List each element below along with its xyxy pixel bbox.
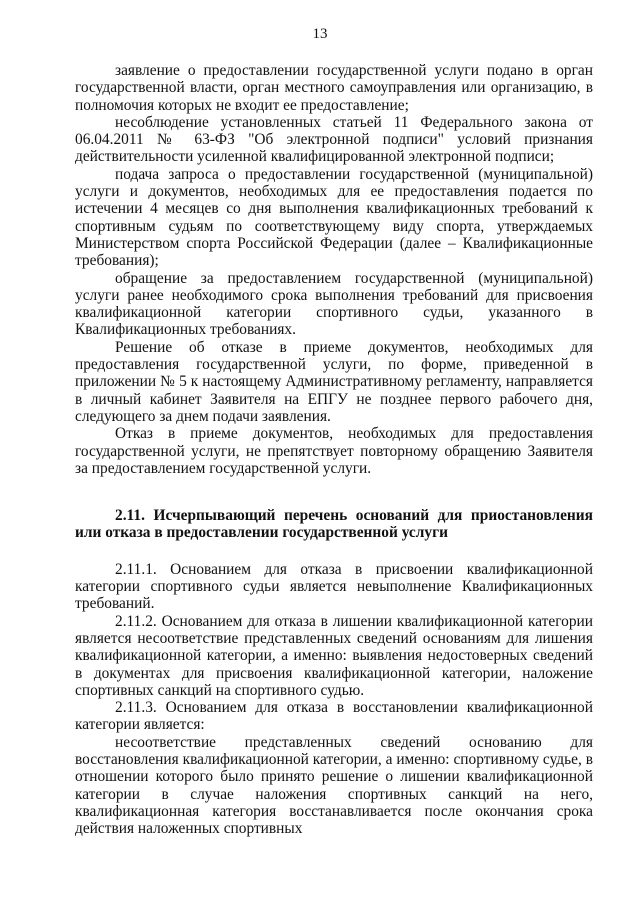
- paragraph: 2.11.3. Основанием для отказа в восстановлении квалификационной категории является:: [75, 699, 593, 734]
- paragraph: несоответствие представленных сведений основанию для восстановления квалификационной категории, а именно: спортивному судье, в отношении которого было принято решение о лишении квалификационной категории в случае наложения спортивных санкций на него, квалификационная категория восстанавливается после окончания срока действия наложенных спортивных: [75, 733, 593, 838]
- paragraph: Решение об отказе в приеме документов, необходимых для предоставления государственной услуги, по форме, приведенной в приложении № 5 к настоящему Административному регламенту, направляется в личный кабинет Заявителя на ЕПГУ не позднее первого рабочего дня, следующего за днем подачи заявления.: [75, 338, 593, 425]
- paragraph: Отказ в приеме документов, необходимых для предоставления государственной услуги, не препятствует повторному обращению Заявителя за предоставлением государственной услуги.: [75, 425, 593, 477]
- paragraph: заявление о предоставлении государственной услуги подано в орган государственной власти, орган местного самоуправления или организацию, в полномочия которых не входит ее предоставление;: [75, 62, 593, 114]
- paragraph: 2.11.2. Основанием для отказа в лишении квалификационной категории является несоответствие представленных сведений основаниям для лишения квалификационной категории, а именно: выявления недостоверных сведений в документах для присвоения квалификационной категории, наложение спортивных санкций на спортивного судью.: [75, 612, 593, 699]
- paragraph: обращение за предоставлением государственной (муниципальной) услуги ранее необходимого срока выполнения требований для присвоения квалификационной категории спортивного судьи, указанного в Квалификационных требованиях.: [75, 269, 593, 339]
- paragraph: несоблюдение установленных статьей 11 Федерального закона от 06.04.2011 № 63-ФЗ "Об электронной подписи" условий признания действительности усиленной квалифицированной электронной подписи;: [75, 113, 593, 166]
- paragraph: 2.11.1. Основанием для отказа в присвоении квалификационной категории спортивного судьи является невыполнение Квалификационных требований.: [75, 560, 593, 613]
- section-heading: 2.11. Исчерпывающий перечень оснований для приостановления или отказа в предоставлении государственной услуги: [75, 507, 593, 542]
- page-number: 13: [312, 26, 328, 42]
- paragraph: подача запроса о предоставлении государственной (муниципальной) услуги и документов, необходимых для ее предоставления подается по истечении 4 месяцев со дня выполнения квалификационных требований к спортивным судьям по соответствующему виду спорта, утверждаемых Министерством спорта Российской Федерации (далее – Квалификационные требования);: [75, 165, 593, 270]
- document-body: [75, 62, 593, 837]
